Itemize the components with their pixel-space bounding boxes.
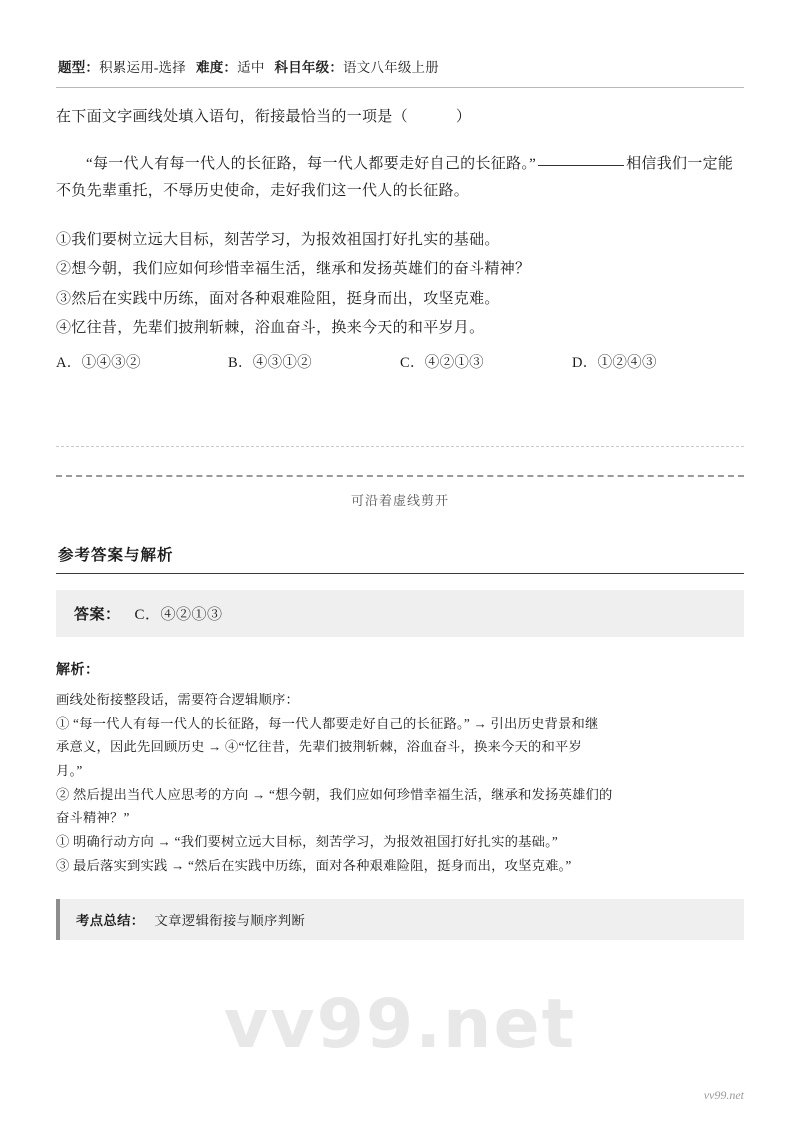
passage-after-blank: 相信我们一定能不负先辈重托，不辱历史使命，走好我们这一代人的长征路。 (56, 155, 734, 200)
watermark: vv99.net (223, 985, 577, 1064)
answer-section-title: 参考答案与解析 (58, 547, 174, 564)
page-footer: vv99.net (703, 1088, 744, 1102)
list-item: ①我们要树立远大目标，刻苦学习，为报效祖国打好扎实的基础。 (56, 232, 500, 248)
passage-blank-line (538, 165, 624, 166)
option-d[interactable]: D．①②④③ (572, 355, 657, 371)
question-passage (56, 151, 744, 207)
question-stem-after: ） (455, 109, 472, 125)
answer-value: C．④②①③ (134, 607, 223, 623)
explanation-line: 奋斗精神？” (56, 810, 130, 826)
explanation-line: 月。” (56, 762, 83, 778)
key-point-box (56, 899, 744, 940)
list-item: ④忆往昔，先辈们披荆斩棘，浴血奋斗，换来今天的和平岁月。 (56, 319, 485, 336)
explanation-line: ② 然后提出当代人应思考的方向 → “想今朝，我们应如何珍惜幸福生活，继承和发扬英雄们的 (56, 786, 613, 802)
passage-before-blank: “每一代人有每一代人的长征路，每一代人都要走好自己的长征路。” (86, 155, 537, 172)
option-c[interactable]: C．④②①③ (400, 355, 484, 371)
meta-subject-value: 语文八年级上册 (343, 60, 439, 75)
option-a[interactable]: A．①④③② (56, 355, 141, 371)
meta-divider (56, 87, 744, 88)
option-b[interactable]: B．④③①② (228, 355, 312, 371)
explanation-line: ① “每一代人有每一代人的长征路，每一代人都要走好自己的长征路。” → 引出历史背景和继 (56, 715, 599, 731)
question-options (56, 351, 744, 372)
meta-subject-label: 科目年级： (274, 60, 344, 75)
list-item: ②想今朝，我们应如何珍惜幸福生活，继承和发扬英雄们的奋斗精神？ (56, 261, 531, 278)
meta-type-label: 题型： (58, 60, 100, 75)
meta-difficulty-label: 难度： (196, 60, 238, 75)
explanation-body (56, 688, 744, 877)
answer-box (56, 590, 744, 637)
key-point-label: 考点总结： (76, 913, 145, 929)
answer-label: 答案： (74, 607, 121, 623)
explanation-line: ③ 最后落实到实践 → “然后在实践中历练，面对各种艰难险阻，挺身而出，攻坚克难。” (56, 857, 572, 873)
question-sentence-list (56, 226, 744, 343)
cut-line-label: 可沿着虚线剪开 (350, 493, 449, 508)
question-stem-before: 在下面文字画线处填入语句，衔接最恰当的一项是（ (56, 109, 408, 125)
key-point-value: 文章逻辑衔接与顺序判断 (154, 913, 306, 929)
explanation-line: ① 明确行动方向 → “我们要树立远大目标，刻苦学习，为报效祖国打好扎实的基础。” (56, 833, 559, 849)
question-meta-row (56, 56, 744, 76)
dotted-divider (56, 446, 744, 447)
explanation-title: 解析： (56, 663, 100, 678)
cut-line-divider (56, 475, 744, 477)
answer-section-divider (56, 573, 744, 574)
question-stem (56, 105, 744, 131)
explanation-line: 画线处衔接整段话，需要符合逻辑顺序： (56, 692, 299, 707)
meta-type-value: 积累运用-选择 (99, 60, 187, 75)
list-item: ③然后在实践中历练，面对各种艰难险阻，挺身而出，攻坚克难。 (56, 290, 500, 307)
explanation-line: 承意义，因此先回顾历史 → ④“忆往昔，先辈们披荆斩棘，浴血奋斗，换来今天的和平岁 (56, 739, 583, 755)
meta-difficulty-value: 适中 (237, 60, 265, 75)
